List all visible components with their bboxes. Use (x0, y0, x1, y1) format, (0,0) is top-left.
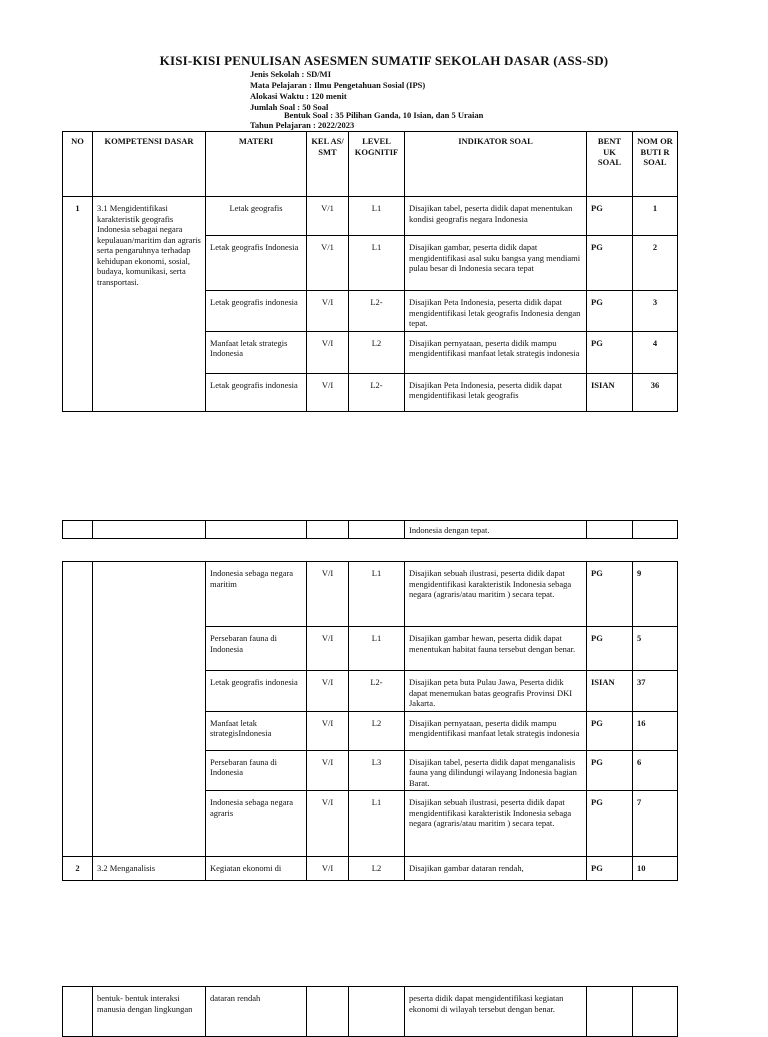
kelas-cell: V/I (307, 373, 349, 411)
kelas-cell: V/1 (307, 197, 349, 236)
document-title: KISI-KISI PENULISAN ASESMEN SUMATIF SEKOLAH DASAR (ASS-SD) (159, 53, 609, 68)
nomor-cell: 6 (633, 750, 678, 791)
kelas-cell: V/I (307, 711, 349, 750)
nomor-cell: 9 (633, 562, 678, 627)
bentuk-cell: PG (587, 627, 633, 671)
kompetensi-dasar-cell: 3.1 Mengidentifikasi karakteristik geografis Indonesia sebagai negara kepulauan/maritim dan agraris serta pengaruhnya terhadap kehidupan ekonomi, sosial, budaya, komunikasi, serta transportasi. (93, 197, 206, 412)
materi-cell: Letak geografis Indonesia (206, 236, 307, 291)
meta-bentuk-soal: Bentuk Soal : 35 Pilihan Ganda, 10 Isian, dan 5 Uraian (284, 110, 484, 120)
kompetensi-dasar-cell: bentuk- bentuk interaksi manusia dengan lingkungan (93, 987, 206, 1037)
level-cell: L2 (349, 331, 405, 373)
level-cell: L1 (349, 236, 405, 291)
meta-jumlah-soal: Jumlah Soal : 50 Soal (250, 102, 329, 112)
materi-cell: Kegiatan ekonomi di (206, 857, 307, 881)
materi-cell: dataran rendah (206, 987, 307, 1037)
kisi-kisi-table-2 (62, 561, 678, 881)
kompetensi-dasar-cell: 3.2 Menganalisis (93, 857, 206, 881)
level-cell: L2- (349, 291, 405, 332)
indikator-cell: Disajikan pernyataan, peserta didik mampu mengidentifikasi manfaat letak strategis indonesia (405, 711, 587, 750)
materi-cell: Letak geografis (206, 197, 307, 236)
level-cell: L1 (349, 791, 405, 857)
empty-cell (63, 562, 93, 857)
col-header-level: LEVEL KOGNITIF (349, 132, 405, 197)
empty-cell (307, 521, 349, 539)
level-cell: L2- (349, 373, 405, 411)
nomor-cell: 10 (633, 857, 678, 881)
table-header-row (63, 132, 678, 197)
col-header-materi: MATERI (206, 132, 307, 197)
materi-cell: Indonesia sebaga negara agraris (206, 791, 307, 857)
col-header-kelas: KEL AS/ SMT (307, 132, 349, 197)
nomor-cell: 16 (633, 711, 678, 750)
indikator-cell: Disajikan sebuah ilustrasi, peserta didik dapat mengidentifikasi karakteristik Indonesia sebaga negara (agraris/atau maritim ) secara tepat. (405, 791, 587, 857)
meta-mata-pelajaran: Mata Pelajaran : Ilmu Pengetahuan Sosial (IPS) (250, 80, 426, 90)
bentuk-cell: ISIAN (587, 671, 633, 712)
level-cell: L1 (349, 562, 405, 627)
row-number: 1 (63, 197, 93, 412)
row-number: 2 (63, 857, 93, 881)
empty-cell (349, 521, 405, 539)
bentuk-cell: PG (587, 197, 633, 236)
table-row (63, 197, 678, 236)
bentuk-cell: PG (587, 791, 633, 857)
nomor-cell: 36 (633, 373, 678, 411)
kelas-cell: V/1 (307, 236, 349, 291)
indikator-cell: Disajikan tabel, peserta didik dapat menentukan kondisi geografis negara Indonesia (405, 197, 587, 236)
kelas-cell: V/I (307, 562, 349, 627)
bentuk-cell: PG (587, 236, 633, 291)
col-header-nomor: NOM OR BUTI R SOAL (633, 132, 678, 197)
level-cell: L2 (349, 711, 405, 750)
meta-alokasi-waktu: Alokasi Waktu : 120 menit (250, 91, 347, 101)
kisi-kisi-table-3 (62, 986, 678, 1037)
nomor-cell: 37 (633, 671, 678, 712)
empty-cell (587, 521, 633, 539)
empty-cell (63, 987, 93, 1037)
indikator-cell: Disajikan gambar, peserta didik dapat mengidentifikasi asal suku bangsa yang mendiami pulau besar di Indonesia secara tepat (405, 236, 587, 291)
materi-cell: Letak geografis indonesia (206, 671, 307, 712)
indikator-cell: Disajikan pernyataan, peserta didik mampu mengidentifikasi manfaat letak strategis indonesia (405, 331, 587, 373)
empty-cell (93, 562, 206, 857)
empty-cell (63, 521, 93, 539)
kelas-cell: V/I (307, 791, 349, 857)
col-header-indikator: INDIKATOR SOAL (405, 132, 587, 197)
meta-jenis-sekolah: Jenis Sekolah : SD/MI (250, 69, 331, 79)
indikator-cell: peserta didik dapat mengidentifikasi kegiatan ekonomi di wilayah tersebut dengan benar. (405, 987, 587, 1037)
bentuk-cell: PG (587, 857, 633, 881)
materi-cell: Manfaat letak strategis Indonesia (206, 331, 307, 373)
indikator-cell: Disajikan Peta Indonesia, peserta didik dapat mengidentifikasi letak geografis (405, 373, 587, 411)
empty-cell (633, 521, 678, 539)
indikator-cell: Disajikan peta buta Pulau Jawa, Peserta didik dapat menemukan batas geografis Provinsi DKI Jakarta. (405, 671, 587, 712)
materi-cell: Persebaran fauna di Indonesia (206, 627, 307, 671)
level-cell: L3 (349, 750, 405, 791)
materi-cell: Letak geografis indonesia (206, 373, 307, 411)
empty-cell (93, 521, 206, 539)
empty-cell (349, 987, 405, 1037)
empty-cell (633, 987, 678, 1037)
materi-cell: Letak geografis indonesia (206, 291, 307, 332)
bentuk-cell: ISIAN (587, 373, 633, 411)
col-header-no: NO (63, 132, 93, 197)
level-cell: L2- (349, 671, 405, 712)
nomor-cell: 7 (633, 791, 678, 857)
nomor-cell: 2 (633, 236, 678, 291)
indikator-cell: Disajikan gambar dataran rendah, (405, 857, 587, 881)
indikator-cell: Disajikan Peta Indonesia, peserta didik dapat mengidentifikasi letak geografis Indonesia dengan tepat. (405, 291, 587, 332)
table-row (63, 562, 678, 627)
kelas-cell: V/I (307, 627, 349, 671)
kisi-kisi-table (62, 131, 678, 412)
nomor-cell: 5 (633, 627, 678, 671)
bentuk-cell: PG (587, 711, 633, 750)
level-cell: L1 (349, 627, 405, 671)
kelas-cell: V/I (307, 291, 349, 332)
kelas-cell: V/I (307, 671, 349, 712)
materi-cell: Manfaat letak strategisIndonesia (206, 711, 307, 750)
level-cell: L1 (349, 197, 405, 236)
nomor-cell: 4 (633, 331, 678, 373)
continuation-table (62, 520, 678, 539)
empty-cell (587, 987, 633, 1037)
indikator-cell: Disajikan gambar hewan, peserta didik dapat menentukan habitat fauna tersebut dengan benar. (405, 627, 587, 671)
nomor-cell: 1 (633, 197, 678, 236)
indikator-cell: Indonesia dengan tepat. (405, 521, 587, 539)
kelas-cell: V/I (307, 331, 349, 373)
nomor-cell: 3 (633, 291, 678, 332)
bentuk-cell: PG (587, 562, 633, 627)
indikator-cell: Disajikan tabel, peserta didik dapat menganalisis fauna yang dilindungi wilayang Indonesia bagian Barat. (405, 750, 587, 791)
bentuk-cell: PG (587, 750, 633, 791)
indikator-cell: Disajikan sebuah ilustrasi, peserta didik dapat mengidentifikasi karakteristik Indonesia sebaga negara (agraris/atau maritim ) secara tepat. (405, 562, 587, 627)
empty-cell (206, 521, 307, 539)
bentuk-cell: PG (587, 331, 633, 373)
materi-cell: Persebaran fauna di Indonesia (206, 750, 307, 791)
col-header-bentuk: BENT UK SOAL (587, 132, 633, 197)
table-row (63, 987, 678, 1037)
empty-cell (307, 987, 349, 1037)
table-row (63, 521, 678, 539)
kelas-cell: V/I (307, 857, 349, 881)
meta-tahun-pelajaran: Tahun Pelajaran : 2022/2023 (250, 120, 355, 130)
table-row (63, 857, 678, 881)
materi-cell: Indonesia sebaga negara maritim (206, 562, 307, 627)
col-header-kompetensi: KOMPETENSI DASAR (93, 132, 206, 197)
kelas-cell: V/I (307, 750, 349, 791)
bentuk-cell: PG (587, 291, 633, 332)
level-cell: L2 (349, 857, 405, 881)
